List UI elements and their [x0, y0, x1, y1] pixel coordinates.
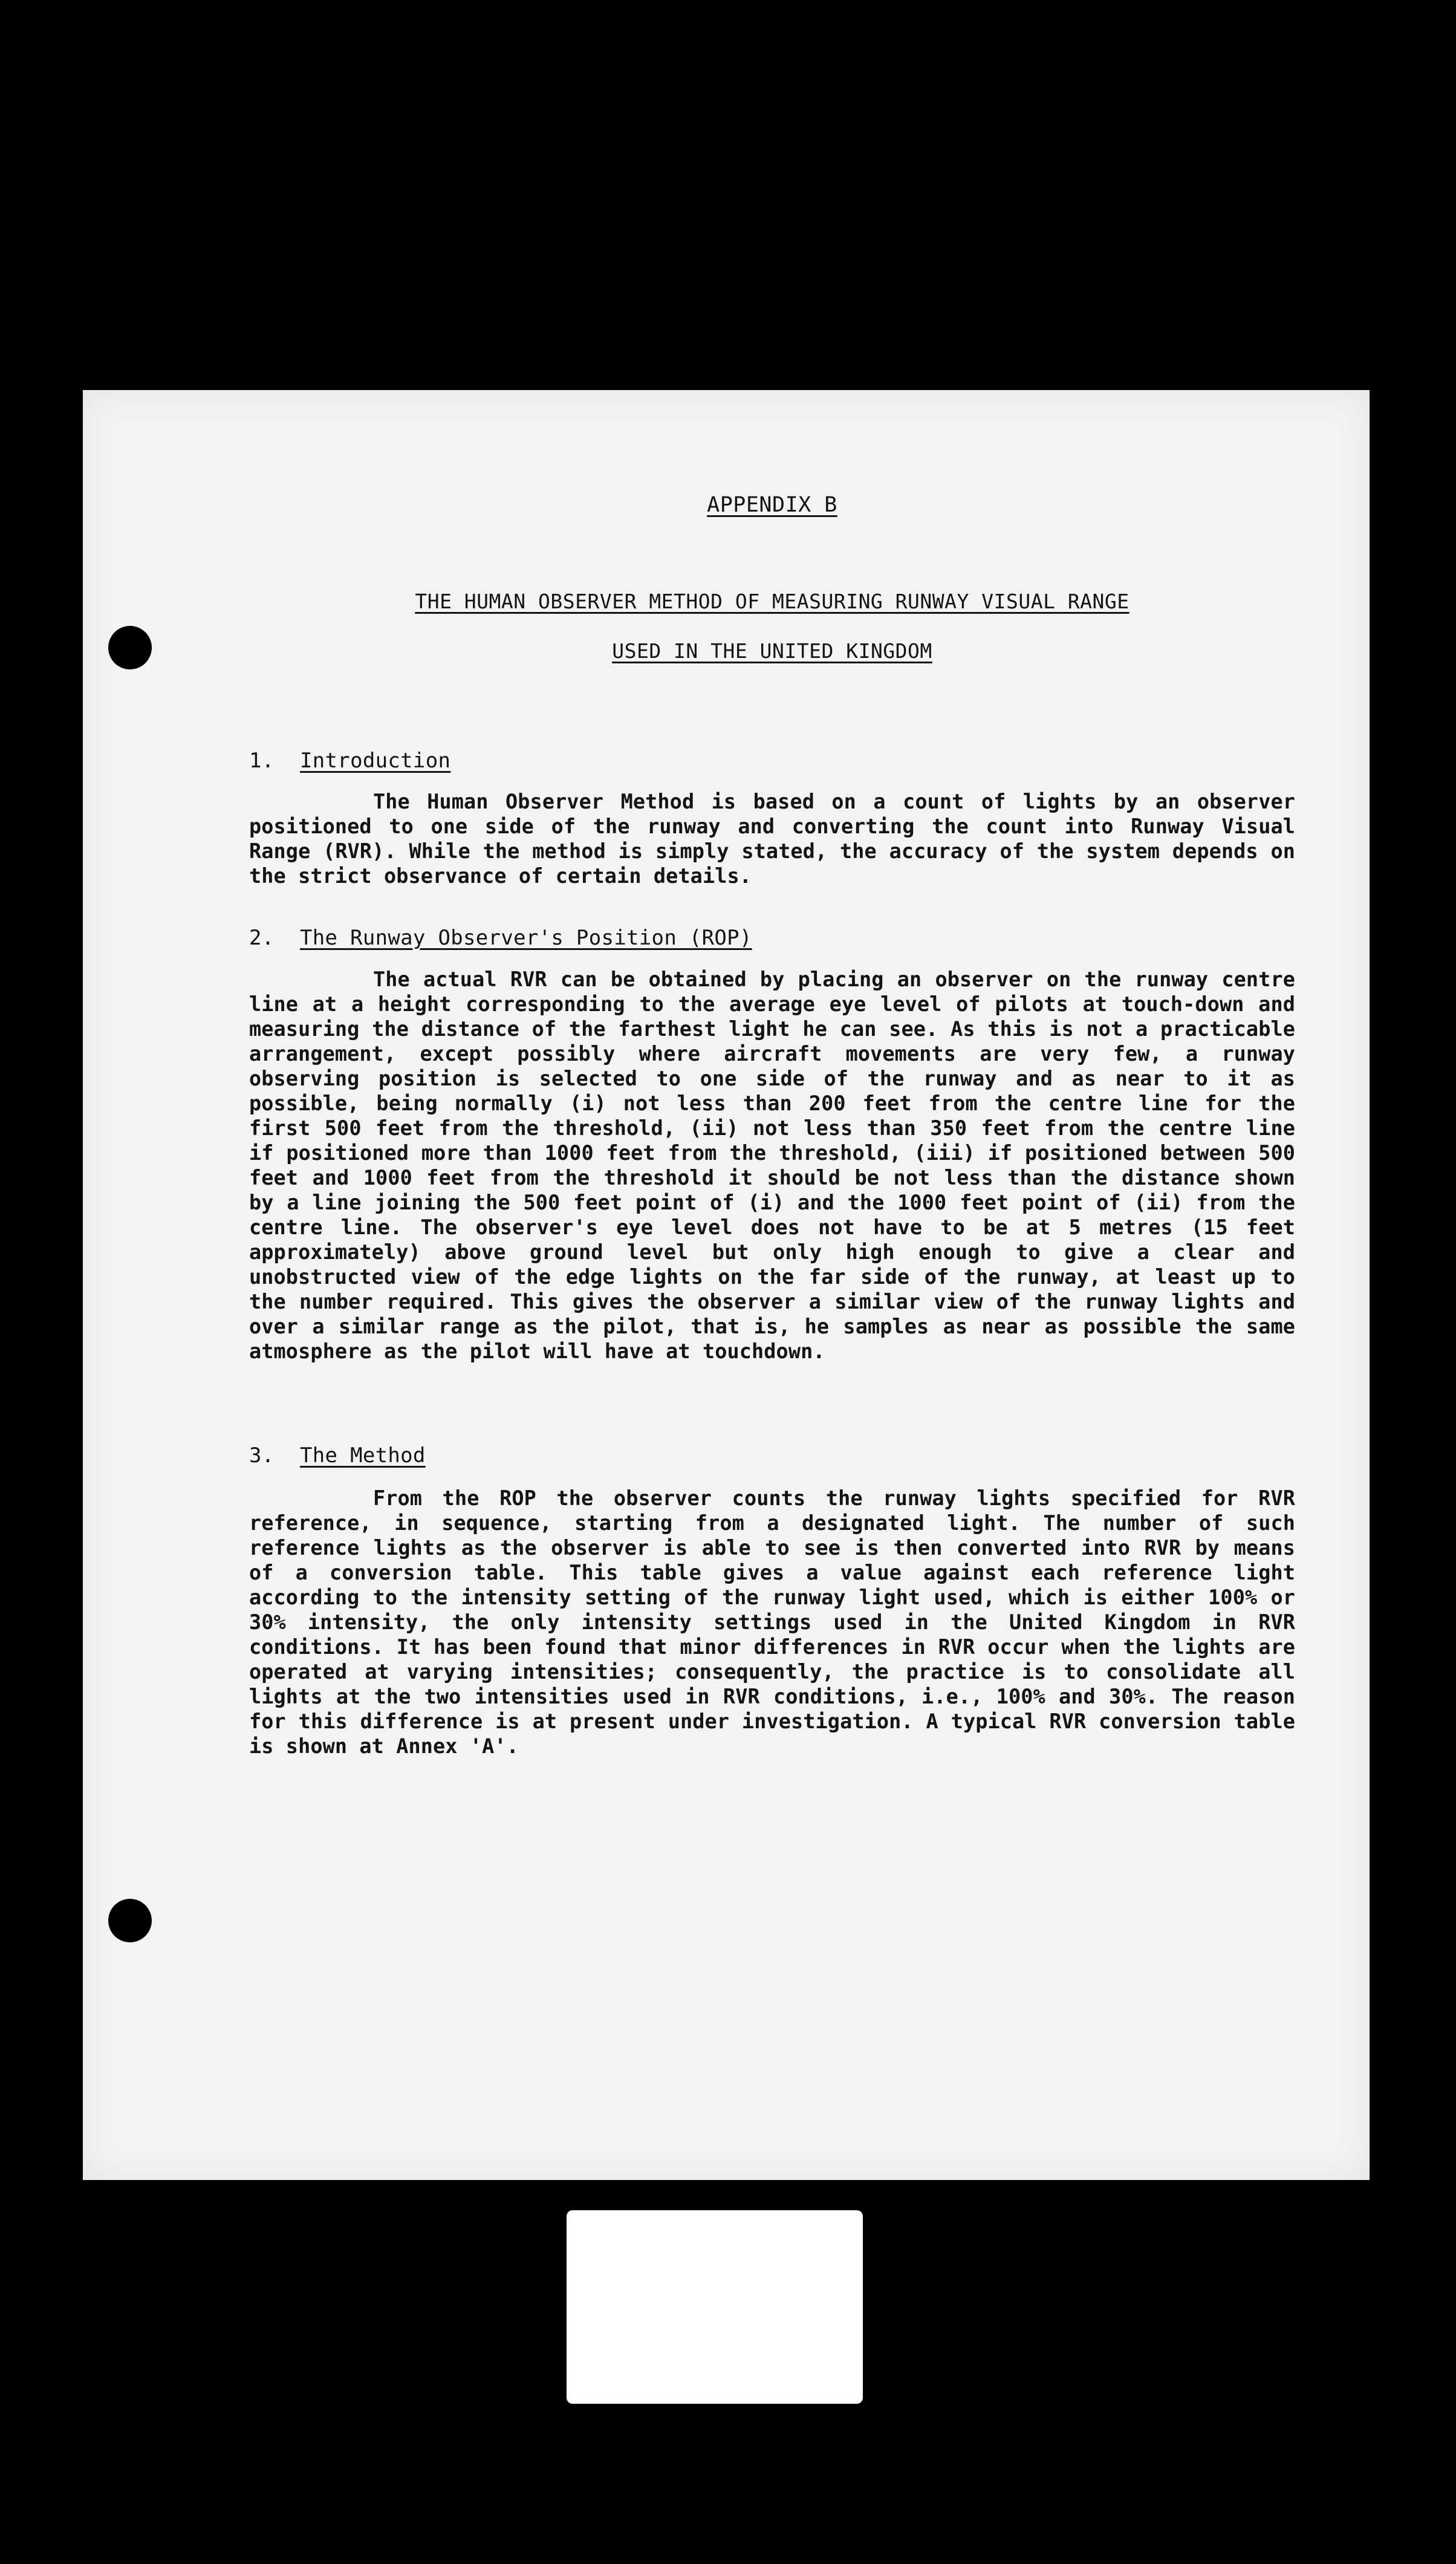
section-number: 2. — [249, 926, 275, 950]
document-title-line-2: USED IN THE UNITED KINGDOM — [612, 639, 932, 663]
section-heading-label: The Runway Observer's Position (ROP) — [300, 926, 752, 950]
section-heading-rop — [249, 926, 752, 950]
section-number: 1. — [249, 749, 275, 773]
blank-label-card — [567, 2210, 863, 2404]
appendix-title: APPENDIX B — [707, 493, 837, 517]
section-heading-label: Introduction — [300, 749, 451, 773]
section-body-introduction: The Human Observer Method is based on a count of lights by an observer positioned to one side of the runway and converting the count into Runway Visual Range (RVR). While the method is simply stated, the accuracy of the system depends on the strict observance of certain details. — [249, 790, 1295, 888]
section-heading-label: The Method — [300, 1443, 426, 1468]
section-heading-method — [249, 1443, 426, 1468]
section-body-rop: The actual RVR can be obtained by placing an observer on the runway centre line at a height corresponding to the average eye level of pilots at touch-down and measuring the distance of the farthest light he can see. As this is not a practicable arrangement, except possibly where aircraft movements are very few, a runway observing position is selected to one side of the runway and as near to it as possible, being normally (i) not less than 200 feet from the centre line for the first 500 feet from the threshold, (ii) not less than 350 feet from the centre line if positioned more than 1000 feet from the threshold, (iii) if positioned between 500 feet and 1000 feet from the threshold it should be not less than the distance shown by a line joining the 500 feet point of (i) and the 1000 feet point of (ii) from the centre line. The observer's eye level does not have to be at 5 metres (15 feet approximately) above ground level but only high enough to give a clear and unobstructed view of the edge lights on the far side of the runway, at least up to the number required. This gives the observer a similar view of the runway lights and over a similar range as the pilot, that is, he samples as near as possible the same atmosphere as the pilot will have at touchdown. — [249, 968, 1295, 1363]
document-title-line-1: THE HUMAN OBSERVER METHOD OF MEASURING RUNWAY VISUAL RANGE — [415, 590, 1129, 613]
punch-hole-bottom — [108, 1899, 152, 1942]
document-page — [83, 390, 1370, 2180]
section-body-method: From the ROP the observer counts the runway lights specified for RVR reference, in sequence, starting from a designated light. The number of such reference lights as the observer is able to see is then converted into RVR by means of a conversion table. This table gives a value against each reference light according to the intensity setting of the runway light used, which is either 100% or 30% intensity, the only intensity settings used in the United Kingdom in RVR conditions. It has been found that minor differences in RVR occur when the lights are operated at varying intensities; consequently, the practice is to consolidate all lights at the two intensities used in RVR conditions, i.e., 100% and 30%. The reason for this difference is at present under investigation. A typical RVR conversion table is shown at Annex 'A'. — [249, 1486, 1295, 1758]
punch-hole-top — [108, 626, 152, 669]
section-number: 3. — [249, 1443, 275, 1468]
section-heading-introduction — [249, 749, 450, 773]
